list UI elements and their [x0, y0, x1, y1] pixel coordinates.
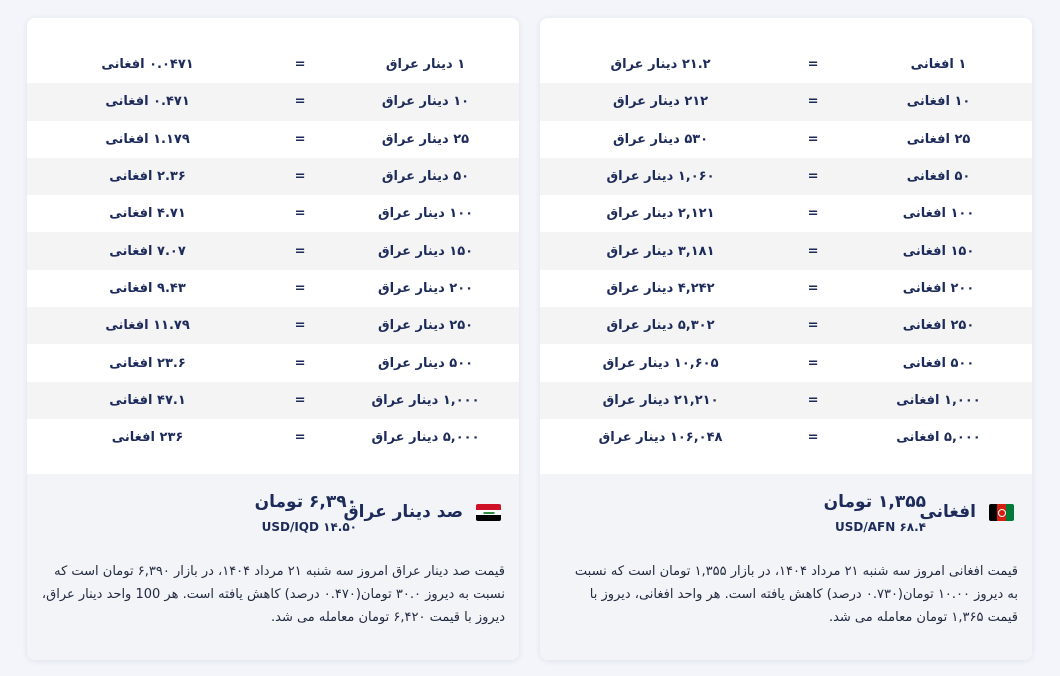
table-row — [540, 419, 1032, 456]
table-row — [27, 158, 519, 195]
table-row — [27, 83, 519, 120]
to-amount: ۱۰,۶۰۵ دینار عراق — [602, 355, 719, 371]
iraqi-dinar-card — [27, 18, 519, 660]
table-row — [27, 270, 519, 307]
from-amount: ۲۵ دینار عراق — [381, 131, 470, 147]
from-amount: ۵۰۰ افغانی — [902, 355, 975, 371]
table-row — [540, 83, 1032, 120]
from-amount: ۵۰۰ دینار عراق — [377, 355, 474, 371]
to-amount: ۳,۱۸۱ دینار عراق — [606, 243, 715, 259]
equals-sign: = — [807, 430, 819, 446]
to-amount: ۷.۰۷ افغانی — [109, 243, 186, 259]
currency-description: قیمت افغانی امروز سه شنبه ۲۱ مرداد ۱۴۰۴، در بازار ۱,۳۵۵ تومان است که نسبت به دیروز ۱۰.۰۰ تومان(۰.۷۳۰ درصد) کاهش یافته است. هر واحد افغانی، دیروز با قیمت ۱,۳۶۵ تومان معامله می شد. — [574, 564, 1018, 625]
equals-sign: = — [294, 318, 306, 334]
equals-sign: = — [807, 392, 819, 408]
table-row — [27, 382, 519, 419]
from-amount: ۵۰ دینار عراق — [381, 169, 470, 185]
from-amount: ۱۵۰ دینار عراق — [377, 243, 474, 259]
from-amount: ۱۰۰ دینار عراق — [377, 206, 474, 222]
equals-sign: = — [294, 243, 306, 259]
to-amount: ۵۳۰ دینار عراق — [612, 131, 709, 147]
equals-sign: = — [294, 430, 306, 446]
to-amount: ۴,۲۴۲ دینار عراق — [606, 280, 715, 296]
iraqi-dinar-summary — [27, 474, 519, 660]
from-amount: ۱ دینار عراق — [385, 57, 466, 73]
equals-sign: = — [294, 355, 306, 371]
equals-sign: = — [807, 280, 819, 296]
equals-sign: = — [294, 392, 306, 408]
table-row — [27, 121, 519, 158]
to-amount: ۲۳۶ افغانی — [111, 430, 184, 446]
iraqi-dinar-conversion-table — [27, 46, 519, 456]
table-row — [540, 232, 1032, 269]
equals-sign: = — [807, 57, 819, 73]
table-row — [540, 195, 1032, 232]
table-row — [27, 344, 519, 381]
to-amount: ۹.۴۳ افغانی — [109, 280, 186, 296]
afghanistan-flag-icon — [989, 504, 1014, 521]
table-row — [540, 344, 1032, 381]
table-row — [540, 158, 1032, 195]
from-amount: ۲۵۰ دینار عراق — [377, 318, 474, 334]
table-row — [27, 46, 519, 83]
afghani-summary — [540, 474, 1032, 660]
currency-price: ۱,۳۵۵ تومان — [823, 492, 926, 512]
from-amount: ۵۰ افغانی — [906, 169, 971, 185]
from-amount: ۱۰ دینار عراق — [381, 94, 470, 110]
equals-sign: = — [294, 131, 306, 147]
table-row — [27, 232, 519, 269]
from-amount: ۲۵۰ افغانی — [902, 318, 975, 334]
to-amount: ۲۱۲ دینار عراق — [612, 94, 709, 110]
currency-description: قیمت صد دینار عراق امروز سه شنبه ۲۱ مرداد ۱۴۰۴، در بازار ۶,۳۹۰ تومان است که نسبت به دیروز ۳۰.۰ تومان(۰.۴۷۰ درصد) کاهش یافته است. هر 100 واحد دینار عراق، دیروز با قیمت ۶,۴۲۰ تومان معامله می شد. — [41, 564, 505, 625]
from-amount: ۵,۰۰۰ دینار عراق — [371, 430, 480, 446]
to-amount: ۰.۰۴۷۱ افغانی — [101, 57, 194, 73]
equals-sign: = — [294, 206, 306, 222]
equals-sign: = — [807, 131, 819, 147]
from-amount: ۱۵۰ افغانی — [902, 243, 975, 259]
usd-rate: USD/AFN ۶۸.۴ — [835, 520, 926, 534]
equals-sign: = — [807, 355, 819, 371]
table-row — [27, 419, 519, 456]
to-amount: ۲.۳۶ افغانی — [109, 169, 186, 185]
from-amount: ۱,۰۰۰ افغانی — [896, 392, 981, 408]
from-amount: ۱,۰۰۰ دینار عراق — [371, 392, 480, 408]
from-amount: ۱ افغانی — [910, 57, 967, 73]
to-amount: ۰.۴۷۱ افغانی — [105, 94, 190, 110]
currency-price: ۶,۳۹۰ تومان — [254, 492, 357, 512]
from-amount: ۱۰ افغانی — [906, 94, 971, 110]
table-row — [27, 195, 519, 232]
equals-sign: = — [294, 169, 306, 185]
equals-sign: = — [294, 57, 306, 73]
from-amount: ۲۵ افغانی — [906, 131, 971, 147]
table-row — [540, 46, 1032, 83]
table-row — [540, 382, 1032, 419]
to-amount: ۱۱.۷۹ افغانی — [105, 318, 190, 334]
to-amount: ۱,۰۶۰ دینار عراق — [606, 169, 715, 185]
currency-name: افغانی — [919, 502, 976, 522]
equals-sign: = — [294, 280, 306, 296]
to-amount: ۲۱,۲۱۰ دینار عراق — [602, 392, 719, 408]
equals-sign: = — [807, 169, 819, 185]
to-amount: ۲۳.۶ افغانی — [109, 355, 186, 371]
table-row — [540, 121, 1032, 158]
usd-rate: USD/IQD ۱۴.۵۰ — [261, 520, 357, 534]
table-row — [27, 307, 519, 344]
to-amount: ۱.۱۷۹ افغانی — [105, 131, 190, 147]
to-amount: ۱۰۶,۰۴۸ دینار عراق — [598, 430, 723, 446]
to-amount: ۴۷.۱ افغانی — [109, 392, 186, 408]
from-amount: ۱۰۰ افغانی — [902, 206, 975, 222]
table-row — [540, 270, 1032, 307]
to-amount: ۵,۳۰۲ دینار عراق — [606, 318, 715, 334]
table-row — [540, 307, 1032, 344]
equals-sign: = — [807, 318, 819, 334]
from-amount: ۲۰۰ افغانی — [902, 280, 975, 296]
equals-sign: = — [807, 206, 819, 222]
currency-name: صد دینار عراق — [343, 502, 463, 522]
from-amount: ۵,۰۰۰ افغانی — [896, 430, 981, 446]
equals-sign: = — [294, 94, 306, 110]
afghani-card — [540, 18, 1032, 660]
from-amount: ۲۰۰ دینار عراق — [377, 280, 474, 296]
to-amount: ۲۱.۲ دینار عراق — [610, 57, 711, 73]
to-amount: ۲,۱۲۱ دینار عراق — [606, 206, 715, 222]
afghani-conversion-table — [540, 46, 1032, 456]
equals-sign: = — [807, 94, 819, 110]
iraq-flag-icon — [476, 504, 501, 521]
equals-sign: = — [807, 243, 819, 259]
to-amount: ۴.۷۱ افغانی — [109, 206, 186, 222]
